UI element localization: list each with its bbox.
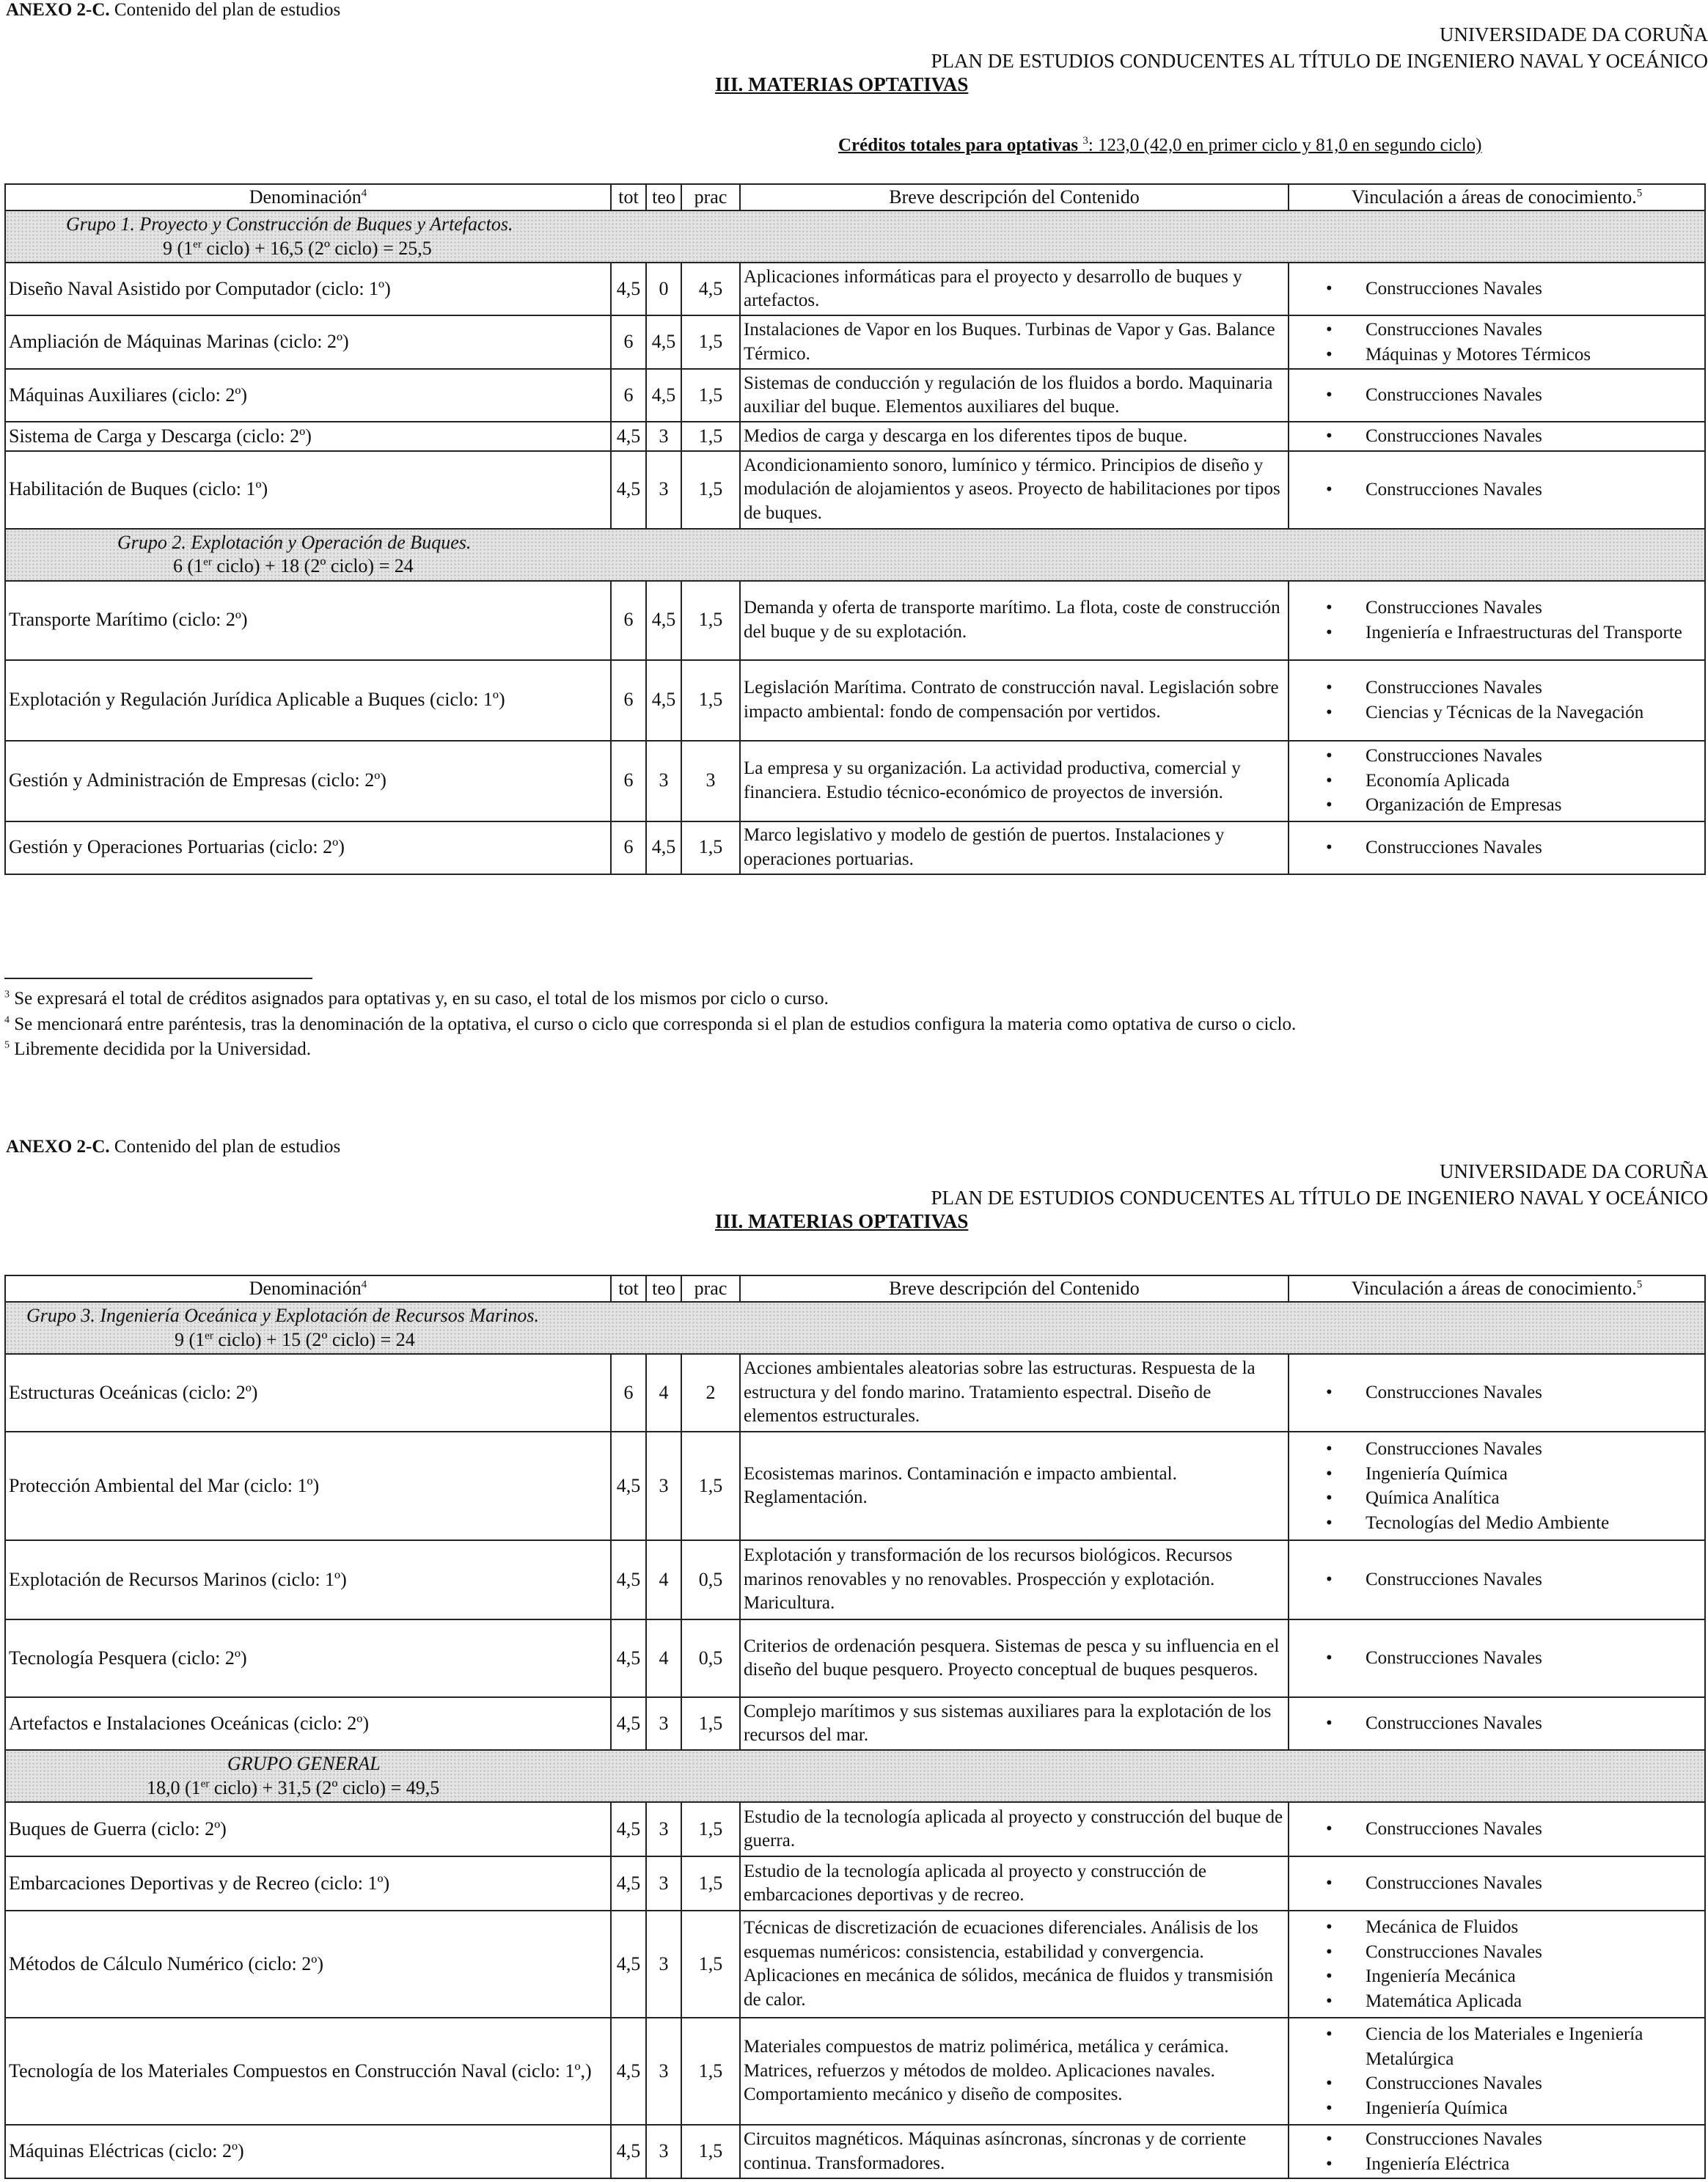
footnote-divider [4,978,312,979]
credits-tot: 6 [611,581,646,660]
credits-tot: 6 [611,1354,646,1432]
credits-tot: 4,5 [611,2018,646,2125]
credits-prac: 1,5 [681,369,740,422]
knowledge-areas [1289,315,1705,369]
credits-teo: 4,5 [646,821,681,874]
table-row [5,263,1705,315]
area-item: • Ingeniería Química [1292,1462,1701,1487]
table-row [5,451,1705,529]
table-row [5,1697,1705,1750]
col-teo: teo [646,184,681,210]
optativas-table-1 [4,183,1706,875]
course-description: Acciones ambientales aleatorias sobre las estructuras. Respuesta de la estructura y del fondo marino. Tratamiento espectral. Diseño de elementos estructurales. [740,1354,1289,1432]
credits-tot: 4,5 [611,1697,646,1750]
col-denominacion: Denominación$^4$ [5,1275,611,1302]
table-row [5,1540,1705,1619]
course-description: Medios de carga y descarga en los diferentes tipos de buque. [740,422,1289,451]
knowledge-areas [1289,1856,1705,1911]
table-row [5,1432,1705,1540]
credits-tot: 4,5 [611,422,646,451]
course-description: Explotación y transformación de los recursos biológicos. Recursos marinos renovables y no renovables. Prospección y explotación. Maricultura. [740,1540,1289,1619]
knowledge-areas [1289,1354,1705,1432]
knowledge-areas [1289,369,1705,422]
group-title: Grupo 3. Ingeniería Oceánica y Explotación de Recursos Marinos. [26,1305,539,1326]
area-item: • Ingeniería Mecánica [1292,1964,1701,1989]
credits-teo: 4 [646,1619,681,1697]
document-page-1 [0,0,1708,1085]
area-item: • Construcciones Navales [1292,2071,1701,2096]
credits-prac: 1,5 [681,1802,740,1856]
course-description: Marco legislativo y modelo de gestión de puertos. Instalaciones y operaciones portuarias. [740,821,1289,874]
col-teo: teo [646,1275,681,1302]
credits-teo: 4,5 [646,660,681,741]
credits-prac: 1,5 [681,2018,740,2125]
credits-tot: 6 [611,660,646,741]
credits-prac: 1,5 [681,422,740,451]
footnotes [4,986,1296,1063]
credits-tot: 6 [611,741,646,821]
course-name: Estructuras Oceánicas (ciclo: 2º) [5,1354,611,1432]
area-item: • Construcciones Navales [1292,277,1701,301]
knowledge-areas [1289,741,1705,821]
col-tot: tot [611,1275,646,1302]
group-credits: 6 (1er ciclo) + 18 (2º ciclo) = 24 [173,555,414,576]
group-credits: 18,0 (1er ciclo) + 31,5 (2º ciclo) = 49,5 [147,1776,440,1798]
knowledge-areas [1289,1540,1705,1619]
course-description: La empresa y su organización. La actividad productiva, comercial y financiera. Estudio técnico-económico de proyectos de inversión. [740,741,1289,821]
group-title: Grupo 2. Explotación y Operación de Buques. [117,531,472,553]
credits-teo: 4 [646,1540,681,1619]
credits-prac: 1,5 [681,1697,740,1750]
credits-prac: 1,5 [681,315,740,369]
section-title: III. MATERIAS OPTATIVAS [715,73,969,95]
area-item: • Construcciones Navales [1292,477,1701,502]
course-description: Circuitos magnéticos. Máquinas asíncronas, síncronas y de corriente continua. Transformadores. [740,2125,1289,2178]
credits-teo: 0 [646,263,681,315]
table-row [5,369,1705,422]
col-prac: prac [681,184,740,210]
course-description: Ecosistemas marinos. Contaminación e impacto ambiental. Reglamentación. [740,1432,1289,1540]
section-title: III. MATERIAS OPTATIVAS [715,1210,969,1232]
table-row [5,1856,1705,1911]
course-name: Gestión y Operaciones Portuarias (ciclo: 2º) [5,821,611,874]
course-name: Tecnología de los Materiales Compuestos en Construcción Naval (ciclo: 1º,) [5,2018,611,2125]
area-item: • Ciencia de los Materiales e Ingeniería Metalúrgica [1292,2022,1701,2071]
course-description: Criterios de ordenación pesquera. Sistemas de pesca y su influencia en el diseño del buque pesquero. Proyecto conceptual de buques pesqueros. [740,1619,1289,1697]
area-item: • Construcciones Navales [1292,596,1701,620]
group-heading [5,1750,1705,1802]
credits-prac: 2 [681,1354,740,1432]
credits-tot: 4,5 [611,451,646,529]
course-description: Sistemas de conducción y regulación de los fluidos a bordo. Maquinaria auxiliar del buque. Elementos auxiliares del buque. [740,369,1289,422]
area-item: • Construcciones Navales [1292,676,1701,700]
table-row [5,1802,1705,1856]
credits-tot: 4,5 [611,2125,646,2178]
table-row [5,422,1705,451]
credits-teo: 3 [646,2018,681,2125]
area-item: • Economía Aplicada [1292,769,1701,794]
area-item: • Construcciones Navales [1292,2127,1701,2152]
credits-prac: 4,5 [681,263,740,315]
course-name: Buques de Guerra (ciclo: 2º) [5,1802,611,1856]
area-item: • Construcciones Navales [1292,1567,1701,1592]
course-name: Protección Ambiental del Mar (ciclo: 1º) [5,1432,611,1540]
anexo-heading: ANEXO 2-C. Contenido del plan de estudios [6,1137,341,1157]
area-item: • Construcciones Navales [1292,1380,1701,1405]
credits-tot: 4,5 [611,1540,646,1619]
course-name: Habilitación de Buques (ciclo: 1º) [5,451,611,529]
credits-prac: 1,5 [681,2125,740,2178]
university-name: UNIVERSIDADE DA CORUÑA [1439,23,1708,45]
document-page-2 [0,1137,1708,2182]
course-description: Demanda y oferta de transporte marítimo. La flota, coste de construcción del buque y de su explotación. [740,581,1289,660]
credits-tot: 4,5 [611,1432,646,1540]
credits-teo: 3 [646,422,681,451]
course-name: Gestión y Administración de Empresas (ciclo: 2º) [5,741,611,821]
credits-prac: 1,5 [681,451,740,529]
credits-tot: 6 [611,821,646,874]
area-item: • Ingeniería Eléctrica [1292,2152,1701,2177]
table-row [5,2125,1705,2178]
course-name: Sistema de Carga y Descarga (ciclo: 2º) [5,422,611,451]
course-name: Artefactos e Instalaciones Oceánicas (ciclo: 2º) [5,1697,611,1750]
course-name: Embarcaciones Deportivas y de Recreo (ciclo: 1º) [5,1856,611,1911]
group-title: Grupo 1. Proyecto y Construcción de Buques y Artefactos. [66,213,513,235]
anexo-heading: ANEXO 2-C. Contenido del plan de estudios [6,0,341,20]
knowledge-areas [1289,1911,1705,2018]
col-denominacion: Denominación$^4$ [5,184,611,210]
plan-title: PLAN DE ESTUDIOS CONDUCENTES AL TÍTULO DE INGENIERO NAVAL Y OCEÁNICO [931,50,1708,72]
footnote-3: $^3$ Se expresará el total de créditos asignados para optativas y, en su caso, el total de los mismos por ciclo o curso. [4,989,829,1008]
table-row [5,1911,1705,2018]
area-item: • Construcciones Navales [1292,383,1701,408]
col-vinculacion: Vinculación a áreas de conocimiento.$^5$ [1289,1275,1705,1302]
knowledge-areas [1289,1432,1705,1540]
credits-teo: 3 [646,451,681,529]
area-item: • Ingeniería Química [1292,2096,1701,2121]
course-description: Complejo marítimos y sus sistemas auxiliares para la explotación de los recursos del mar. [740,1697,1289,1750]
knowledge-areas [1289,263,1705,315]
total-credits-line: Créditos totales para optativas $^3$: 123,0 (42,0 en primer ciclo y 81,0 en segundo ciclo) [838,135,1482,155]
table-row [5,821,1705,874]
credits-prac: 1,5 [681,581,740,660]
credits-tot: 6 [611,315,646,369]
course-name: Máquinas Auxiliares (ciclo: 2º) [5,369,611,422]
knowledge-areas [1289,660,1705,741]
course-name: Explotación y Regulación Jurídica Aplicable a Buques (ciclo: 1º) [5,660,611,741]
group-row [5,210,1705,263]
table-row [5,2018,1705,2125]
footnote-4: $^4$ Se mencionará entre paréntesis, tras la denominación de la optativa, el curso o ciclo que corresponda si el plan de estudios configura la materia como optativa de curso o ciclo. [4,1014,1297,1034]
group-credits: 9 (1er ciclo) + 16,5 (2º ciclo) = 25,5 [163,237,432,259]
area-item: • Construcciones Navales [1292,1871,1701,1896]
col-vinculacion: Vinculación a áreas de conocimiento.$^5$ [1289,184,1705,210]
credits-teo: 3 [646,1697,681,1750]
course-name: Máquinas Eléctricas (ciclo: 2º) [5,2125,611,2178]
area-item: • Construcciones Navales [1292,1711,1701,1736]
knowledge-areas [1289,1619,1705,1697]
area-item: • Tecnologías del Medio Ambiente [1292,1511,1701,1536]
course-name: Transporte Marítimo (ciclo: 2º) [5,581,611,660]
group-title: GRUPO GENERAL [227,1753,381,1774]
group-heading [5,1302,1705,1354]
area-item: • Construcciones Navales [1292,744,1701,769]
table-row [5,315,1705,369]
credits-teo: 3 [646,741,681,821]
col-prac: prac [681,1275,740,1302]
credits-teo: 3 [646,1802,681,1856]
course-description: Legislación Marítima. Contrato de construcción naval. Legislación sobre impacto ambiental: fondo de compensación por vertidos. [740,660,1289,741]
credits-prac: 0,5 [681,1619,740,1697]
course-name: Tecnología Pesquera (ciclo: 2º) [5,1619,611,1697]
col-tot: tot [611,184,646,210]
area-item: • Ciencias y Técnicas de la Navegación [1292,700,1701,725]
knowledge-areas [1289,451,1705,529]
group-heading [5,210,1705,263]
credits-tot: 4,5 [611,1619,646,1697]
course-description: Aplicaciones informáticas para el proyecto y desarrollo de buques y artefactos. [740,263,1289,315]
area-item: • Construcciones Navales [1292,1437,1701,1462]
plan-title: PLAN DE ESTUDIOS CONDUCENTES AL TÍTULO DE INGENIERO NAVAL Y OCEÁNICO [931,1187,1708,1209]
credits-teo: 3 [646,1432,681,1540]
credits-tot: 4,5 [611,1802,646,1856]
credits-teo: 3 [646,1856,681,1911]
credits-prac: 0,5 [681,1540,740,1619]
area-item: • Organización de Empresas [1292,793,1701,818]
credits-teo: 4,5 [646,369,681,422]
course-description: Técnicas de discretización de ecuaciones diferenciales. Análisis de los esquemas numéricos: consistencia, estabilidad y convergencia. Aplicaciones en mecánica de sólidos, mecánica de fluidos y transmisión de calor. [740,1911,1289,2018]
area-item: • Construcciones Navales [1292,424,1701,449]
area-item: • Matemática Aplicada [1292,1989,1701,2014]
knowledge-areas [1289,1802,1705,1856]
area-item: • Construcciones Navales [1292,1940,1701,1965]
optativas-table-2 [4,1275,1706,2179]
table-row [5,581,1705,660]
credits-tot: 4,5 [611,263,646,315]
credits-tot: 4,5 [611,1856,646,1911]
course-description: Acondicionamiento sonoro, lumínico y térmico. Principios de diseño y modulación de alojamientos y aseos. Proyecto de habilitaciones por tipos de buques. [740,451,1289,529]
area-item: • Mecánica de Fluidos [1292,1915,1701,1940]
course-name: Ampliación de Máquinas Marinas (ciclo: 2º) [5,315,611,369]
group-row [5,1302,1705,1354]
credits-teo: 3 [646,1911,681,2018]
university-name: UNIVERSIDADE DA CORUÑA [1439,1160,1708,1182]
area-item: • Máquinas y Motores Térmicos [1292,343,1701,367]
course-name: Métodos de Cálculo Numérico (ciclo: 2º) [5,1911,611,2018]
credits-tot: 6 [611,369,646,422]
area-item: • Química Analítica [1292,1486,1701,1511]
table-row [5,1619,1705,1697]
knowledge-areas [1289,581,1705,660]
knowledge-areas [1289,2018,1705,2125]
credits-teo: 3 [646,2125,681,2178]
credits-prac: 1,5 [681,1432,740,1540]
table-header-row [5,184,1705,210]
credits-tot: 4,5 [611,1911,646,2018]
credits-teo: 4,5 [646,315,681,369]
area-item: • Construcciones Navales [1292,835,1701,860]
knowledge-areas [1289,2125,1705,2178]
knowledge-areas [1289,1697,1705,1750]
knowledge-areas [1289,422,1705,451]
area-item: • Construcciones Navales [1292,1646,1701,1671]
area-item: • Construcciones Navales [1292,318,1701,343]
course-description: Instalaciones de Vapor en los Buques. Turbinas de Vapor y Gas. Balance Térmico. [740,315,1289,369]
area-item: • Construcciones Navales [1292,1817,1701,1842]
group-credits: 9 (1er ciclo) + 15 (2º ciclo) = 24 [175,1328,415,1350]
course-description: Materiales compuestos de matriz polimérica, metálica y cerámica. Matrices, refuerzos y métodos de moldeo. Aplicaciones navales. Comportamiento mecánico y diseño de composites. [740,2018,1289,2125]
table-row [5,660,1705,741]
col-descripcion: Breve descripción del Contenido [740,1275,1289,1302]
course-description: Estudio de la tecnología aplicada al proyecto y construcción del buque de guerra. [740,1802,1289,1856]
col-descripcion: Breve descripción del Contenido [740,184,1289,210]
group-row [5,529,1705,581]
knowledge-areas [1289,821,1705,874]
credits-prac: 1,5 [681,1856,740,1911]
credits-prac: 3 [681,741,740,821]
group-row [5,1750,1705,1802]
credits-prac: 1,5 [681,1911,740,2018]
credits-prac: 1,5 [681,660,740,741]
course-description: Estudio de la tecnología aplicada al proyecto y construcción de embarcaciones deportivas y de recreo. [740,1856,1289,1911]
course-name: Explotación de Recursos Marinos (ciclo: 1º) [5,1540,611,1619]
course-name: Diseño Naval Asistido por Computador (ciclo: 1º) [5,263,611,315]
table-header-row [5,1275,1705,1302]
credits-prac: 1,5 [681,821,740,874]
footnote-5: $^5$ Libremente decidida por la Universidad. [4,1039,311,1059]
table-row [5,741,1705,821]
credits-teo: 4,5 [646,581,681,660]
area-item: • Ingeniería e Infraestructuras del Transporte [1292,620,1701,645]
table-row [5,1354,1705,1432]
group-heading [5,529,1705,581]
credits-teo: 4 [646,1354,681,1432]
